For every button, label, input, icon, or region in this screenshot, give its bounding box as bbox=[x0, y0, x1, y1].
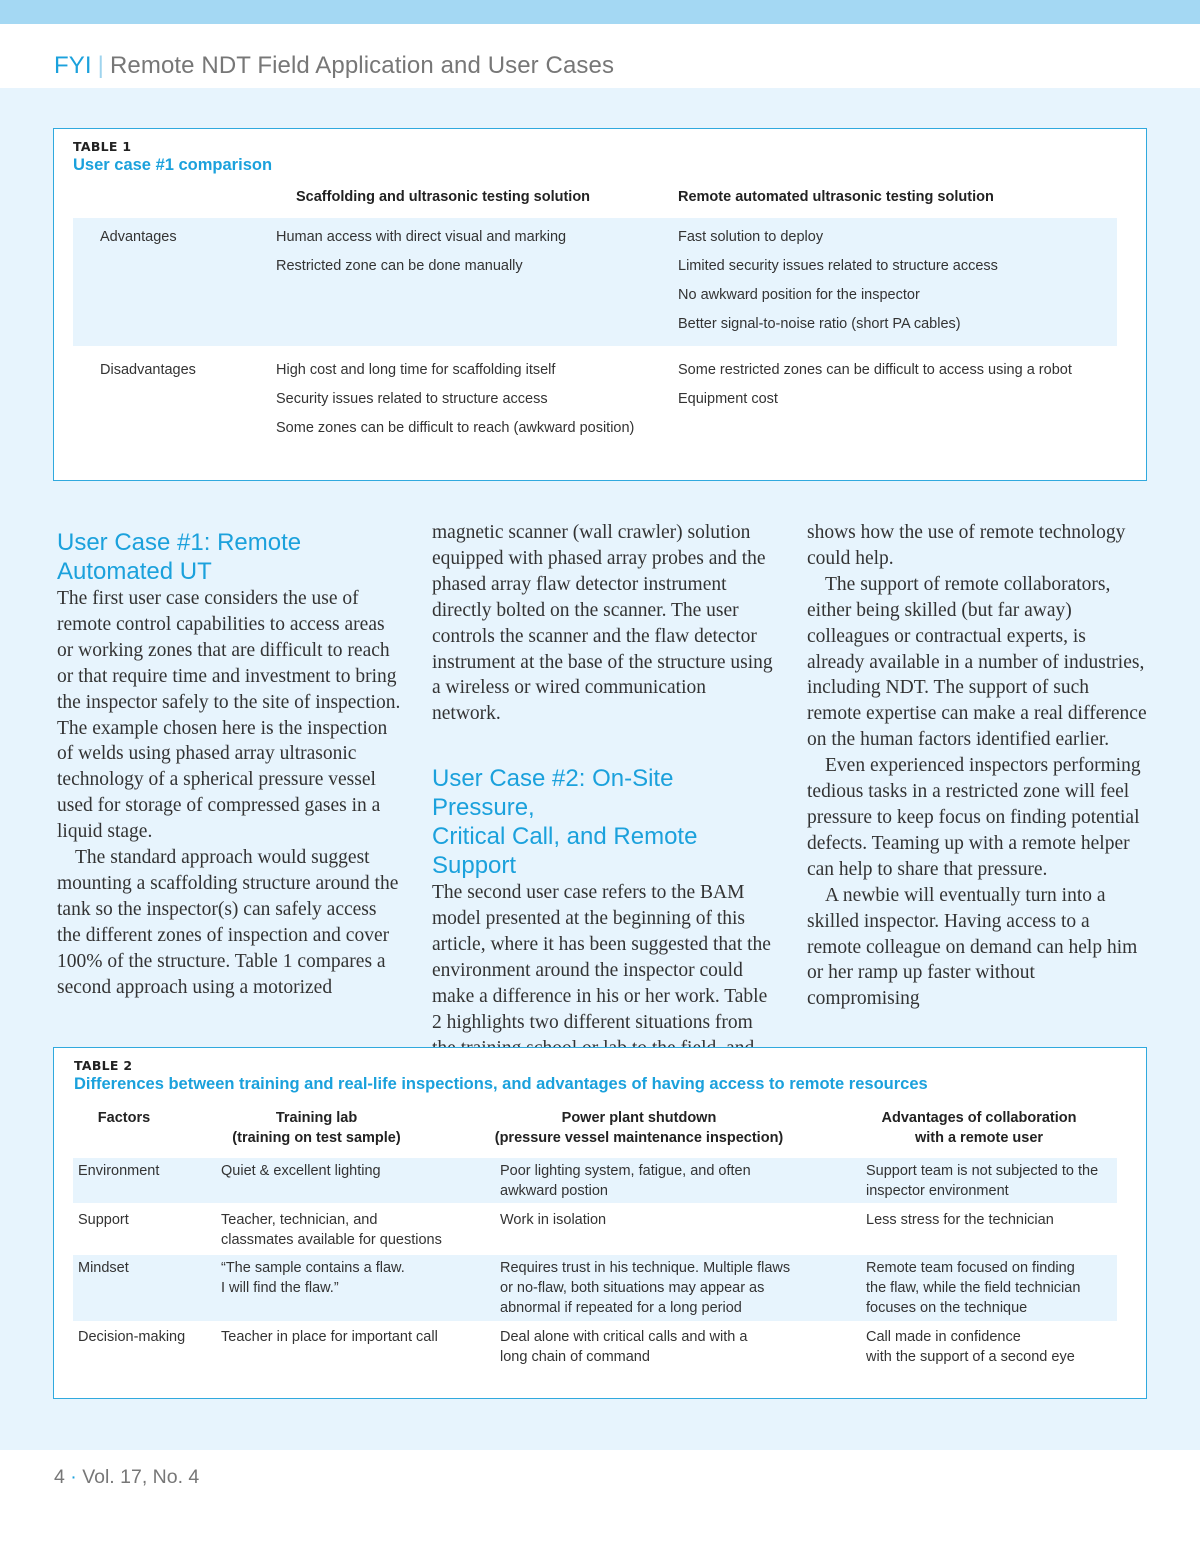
table-cell: Fast solution to deploy Limited security issues related to structure access No awkward position for the inspector Better signal-to-noise ratio (short PA cables) bbox=[678, 229, 998, 332]
table-row: Mindset “The sample contains a flaw. I will find the flaw.” Requires trust in his technique. Multiple flaws or no-flaw, both situations may appear as abnormal if repeated for a long period Remote team focused on finding the flaw, while the field technician focuses on the technique bbox=[73, 1255, 1117, 1321]
article-column-1 bbox=[57, 520, 402, 1001]
paragraph: Even experienced inspectors performing tedious tasks in a restricted zone will feel pressure to keep focus on finding potential defects. Teaming up with a remote helper can help to share that pressure. bbox=[807, 755, 1141, 880]
paragraph: A newbie will eventually turn into a skilled inspector. Having access to a remote colleague on demand can help him or her ramp up faster without compromising bbox=[807, 884, 1138, 1010]
header-title: Remote NDT Field Application and User Cases bbox=[109, 52, 615, 79]
paragraph: The support of remote collaborators, either being skilled (but far away) colleagues or contractual experts, is already available in a number of industries, including NDT. The support of such remote expertise can make a real difference on the human factors identified earlier. bbox=[807, 573, 1147, 751]
column-header: Training lab (training on test sample) bbox=[232, 1110, 401, 1146]
table-label: TABLE 2 bbox=[74, 1058, 133, 1073]
issue-label: Vol. 17, No. 4 bbox=[82, 1466, 200, 1488]
section-heading: User Case #1: Remote Automated UT bbox=[57, 529, 302, 585]
table-cell: Human access with direct visual and marking Restricted zone can be done manually bbox=[276, 229, 567, 274]
paragraph: The first user case considers the use of remote control capabilities to access areas or working zones that are difficult to reach or that require time and investment to bring the inspector safely to the site of inspection. The example chosen here is the inspection of welds using phased array ultrasonic technology of a spherical pressure vessel used for storage of compressed gases in a liquid stage. bbox=[57, 588, 401, 843]
top-color-bar bbox=[0, 0, 1200, 24]
page-header bbox=[0, 24, 1200, 88]
table-label: TABLE 1 bbox=[73, 139, 132, 154]
paragraph: The standard approach would suggest mounting a scaffolding structure around the tank so the inspector(s) can safely access the different zones of inspection and cover 100% of the structure. Table 1 compares a second approach using a motorized bbox=[57, 847, 399, 998]
row-factor: Advantages bbox=[100, 229, 177, 245]
page-number: 4 bbox=[54, 1466, 65, 1488]
running-header bbox=[54, 52, 614, 80]
column-header: Power plant shutdown (pressure vessel maintenance inspection) bbox=[494, 1110, 784, 1146]
column-header: Remote automated ultrasonic testing solution bbox=[678, 189, 994, 205]
article-column-3 bbox=[807, 520, 1147, 1012]
table-title: Differences between training and real-life inspections, and advantages of having access to remote resources bbox=[74, 1075, 928, 1093]
paragraph: The second user case refers to the BAM model presented at the beginning of this article, where it has been suggested that the environment around the inspector could make a difference in his or her work. Table 2 highlights two different situations from bbox=[432, 882, 771, 1033]
section-label: FYI bbox=[54, 52, 92, 79]
header-separator: | bbox=[97, 52, 104, 79]
footer-dot: · bbox=[70, 1466, 77, 1488]
column-header: Factors bbox=[97, 1110, 151, 1126]
paragraph: magnetic scanner (wall crawler) solution equipped with phased array probes and the phased array flaw detector instrument directly bolted on the scanner. The user controls the scanner and the flaw detector instrument at the base of the structure using a wireless or wired communication network. bbox=[432, 522, 773, 725]
table-cell: Some restricted zones can be difficult to access using a robot Equipment cost bbox=[678, 362, 1072, 407]
paragraph: shows how the use of remote technology could help. bbox=[807, 522, 1126, 569]
table-2 bbox=[53, 1047, 1147, 1399]
article-column-2 bbox=[432, 520, 777, 1062]
page-footer bbox=[54, 1466, 199, 1489]
table-title: User case #1 comparison bbox=[73, 156, 273, 174]
table-1 bbox=[53, 128, 1147, 481]
column-header: Scaffolding and ultrasonic testing solution bbox=[296, 189, 591, 205]
section-heading: User Case #2: On-Site Pressure, Critical Call, and Remote Support bbox=[432, 765, 698, 880]
row-factor: Disadvantages bbox=[100, 362, 196, 378]
table-row: Environment Quiet & excellent lighting Poor lighting system, fatigue, and often awkward postion Support team is not subjected to the inspector environment bbox=[73, 1158, 1117, 1203]
column-header: Advantages of collaboration with a remote user bbox=[881, 1110, 1077, 1146]
table-row: Decision-making Teacher in place for important call Deal alone with critical calls and with a long chain of command Call made in confidence with the support of a second eye bbox=[78, 1329, 1075, 1365]
table-row: Support Teacher, technician, and classmates available for questions Work in isolation Less stress for the technician bbox=[78, 1212, 1054, 1248]
table-cell: High cost and long time for scaffolding itself Security issues related to structure access Some zones can be difficult to reach (awkward position) bbox=[276, 362, 635, 436]
